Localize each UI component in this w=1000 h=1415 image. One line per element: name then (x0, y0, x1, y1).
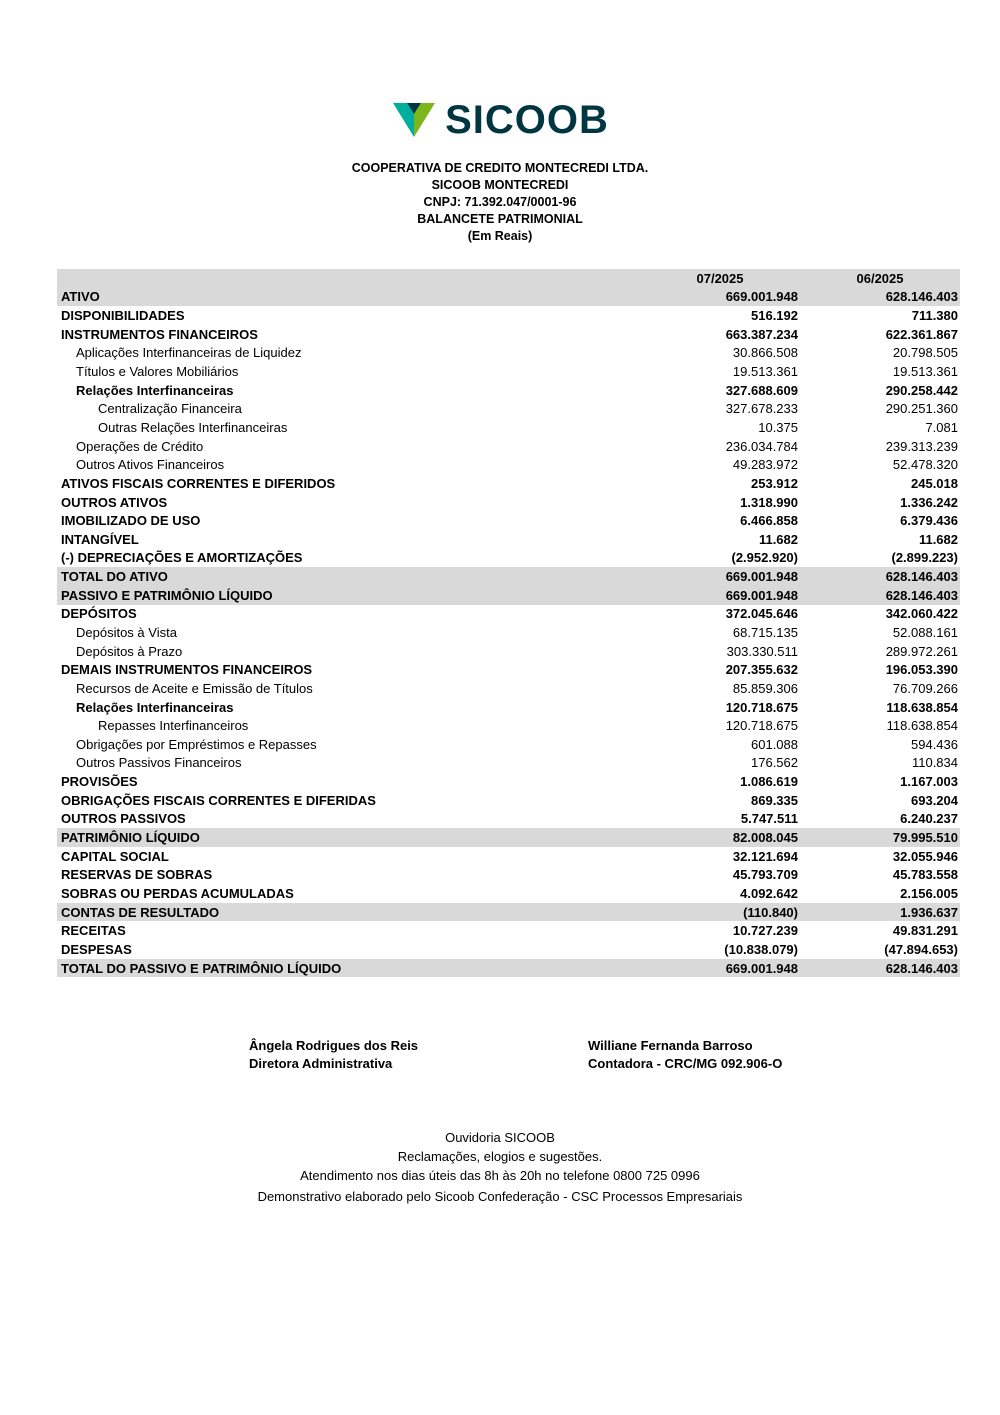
table-row (57, 437, 960, 456)
row-value-07-2025: 669.001.948 (725, 587, 798, 603)
table-row (57, 735, 960, 754)
row-value-06-2025: 11.682 (918, 531, 958, 547)
table-row (57, 791, 960, 810)
signature-left-name: Ângela Rodrigues dos Reis (249, 1038, 419, 1053)
row-value-06-2025: 1.936.637 (900, 904, 958, 920)
row-value-07-2025: 327.678.233 (725, 401, 798, 417)
row-label: Outros Ativos Financeiros (76, 457, 225, 473)
table-row (57, 847, 960, 866)
row-value-07-2025: 49.283.972 (732, 457, 798, 473)
table-row (57, 754, 960, 773)
report-title: BALANCETE PATRIMONIAL (417, 212, 583, 226)
row-value-07-2025: 669.001.948 (725, 289, 798, 305)
row-label: CAPITAL SOCIAL (61, 848, 169, 864)
sicoob-logo-text: SICOOB (445, 98, 609, 142)
row-label: PROVISÕES (61, 774, 138, 790)
row-label: RESERVAS DE SOBRAS (61, 867, 213, 883)
table-row (57, 474, 960, 493)
column-header-06-2025: 06/2025 (856, 270, 904, 286)
row-value-07-2025: 327.688.609 (725, 382, 798, 398)
row-label: DEPÓSITOS (61, 606, 137, 622)
row-label: ATIVO (61, 289, 100, 305)
table-row (57, 698, 960, 717)
row-label: Outras Relações Interfinanceiras (98, 419, 288, 435)
row-label: Operações de Crédito (76, 438, 204, 454)
row-label: Recursos de Aceite e Emissão de Títulos (76, 680, 313, 696)
row-value-06-2025: 76.709.266 (892, 680, 958, 696)
row-value-06-2025: 290.251.360 (885, 401, 958, 417)
row-value-07-2025: (110.840) (743, 904, 798, 920)
row-value-07-2025: 516.192 (751, 308, 798, 324)
row-value-07-2025: 10.375 (758, 419, 798, 435)
row-value-06-2025: 32.055.946 (892, 848, 958, 864)
table-row (57, 623, 960, 642)
table-row (57, 884, 960, 903)
row-value-06-2025: 628.146.403 (885, 289, 958, 305)
row-value-06-2025: 693.204 (911, 792, 958, 808)
balance-table (57, 269, 960, 977)
row-value-06-2025: 20.798.505 (892, 345, 958, 361)
table-row (57, 605, 960, 624)
row-value-07-2025: (10.838.079) (724, 941, 798, 957)
signature-left (249, 1037, 418, 1073)
table-row (57, 642, 960, 661)
row-value-07-2025: 1.086.619 (740, 774, 798, 790)
company-name: COOPERATIVA DE CREDITO MONTECREDI LTDA. (351, 161, 649, 175)
row-value-07-2025: 303.330.511 (726, 643, 798, 659)
row-label: Relações Interfinanceiras (76, 382, 234, 398)
row-value-06-2025: 628.146.403 (885, 587, 958, 603)
footer-line-atendimento: Atendimento nos dias úteis das 8h às 20h no telefone 0800 725 0996 (300, 1168, 700, 1183)
signature-right-name: Williane Fernanda Barroso (588, 1038, 753, 1053)
table-row (57, 549, 960, 568)
row-label: DISPONIBILIDADES (61, 308, 185, 324)
table-row (57, 306, 960, 325)
table-row (57, 921, 960, 940)
table-row (57, 866, 960, 885)
row-value-07-2025: 30.866.508 (732, 345, 798, 361)
table-row (57, 940, 960, 959)
row-value-06-2025: 45.783.558 (892, 867, 958, 883)
row-value-07-2025: 19.513.361 (732, 364, 798, 380)
row-value-07-2025: 176.562 (751, 755, 798, 771)
row-value-07-2025: 82.008.045 (732, 830, 798, 846)
row-value-07-2025: 120.718.675 (725, 718, 798, 734)
row-label: OUTROS PASSIVOS (61, 811, 186, 827)
row-label: TOTAL DO ATIVO (61, 569, 168, 585)
row-label: PATRIMÔNIO LÍQUIDO (61, 830, 200, 846)
row-value-06-2025: (2.899.223) (891, 550, 958, 566)
table-row (57, 586, 960, 605)
table-row (57, 381, 960, 400)
row-value-07-2025: 1.318.990 (740, 494, 798, 510)
table-row (57, 399, 960, 418)
row-value-06-2025: 711.380 (911, 308, 958, 324)
row-value-07-2025: (2.952.920) (731, 550, 798, 566)
row-value-07-2025: 372.045.646 (725, 606, 798, 622)
row-value-07-2025: 5.747.511 (740, 811, 798, 827)
row-value-06-2025: 52.478.320 (892, 457, 958, 473)
row-value-06-2025: 118.638.854 (886, 699, 958, 715)
row-value-06-2025: 49.831.291 (892, 923, 958, 939)
row-value-07-2025: 11.682 (758, 531, 798, 547)
row-label: TOTAL DO PASSIVO E PATRIMÔNIO LÍQUIDO (61, 960, 342, 976)
table-row (57, 772, 960, 791)
table-row (57, 810, 960, 829)
table-row (57, 903, 960, 922)
row-label: PASSIVO E PATRIMÔNIO LÍQUIDO (61, 587, 273, 603)
row-label: Outros Passivos Financeiros (76, 755, 242, 771)
row-label: Repasses Interfinanceiros (98, 718, 249, 734)
row-value-06-2025: 6.379.436 (900, 513, 958, 529)
row-label: Depósitos à Prazo (76, 643, 183, 659)
row-value-06-2025: 110.834 (911, 755, 958, 771)
table-row (57, 455, 960, 474)
row-label: Centralização Financeira (98, 401, 242, 417)
row-value-07-2025: 236.034.784 (725, 438, 798, 454)
table-row (57, 511, 960, 530)
row-value-07-2025: 669.001.948 (725, 569, 798, 585)
signature-right-title: Contadora - CRC/MG 092.906-O (588, 1056, 783, 1071)
row-value-07-2025: 45.793.709 (732, 867, 798, 883)
currency-note: (Em Reais) (467, 229, 533, 243)
row-value-07-2025: 10.727.239 (732, 923, 798, 939)
row-value-06-2025: 290.258.442 (885, 382, 958, 398)
row-value-06-2025: 622.361.867 (885, 326, 958, 342)
row-value-06-2025: 1.167.003 (900, 774, 958, 790)
row-label: INTANGÍVEL (61, 531, 139, 547)
table-row (57, 362, 960, 381)
table-row (57, 493, 960, 512)
row-value-06-2025: 594.436 (911, 736, 958, 752)
signature-right (588, 1037, 782, 1073)
row-value-06-2025: 7.081 (925, 419, 958, 435)
row-label: ATIVOS FISCAIS CORRENTES E DIFERIDOS (61, 475, 336, 491)
row-label: OUTROS ATIVOS (61, 494, 168, 510)
row-value-07-2025: 601.088 (751, 736, 798, 752)
row-label: IMOBILIZADO DE USO (61, 513, 201, 529)
row-value-07-2025: 32.121.694 (732, 848, 798, 864)
row-label: (-) DEPRECIAÇÕES E AMORTIZAÇÕES (61, 550, 303, 566)
row-value-06-2025: 118.638.854 (886, 718, 958, 734)
row-label: Relações Interfinanceiras (76, 699, 234, 715)
row-label: OBRIGAÇÕES FISCAIS CORRENTES E DIFERIDAS (61, 792, 376, 808)
table-row (57, 679, 960, 698)
row-value-07-2025: 253.912 (751, 475, 798, 491)
table-row (57, 660, 960, 679)
table-row (57, 959, 960, 978)
row-label: DESPESAS (61, 941, 132, 957)
row-value-06-2025: 1.336.242 (900, 494, 958, 510)
cnpj-line: CNPJ: 71.392.047/0001-96 (423, 195, 577, 209)
row-value-07-2025: 85.859.306 (732, 680, 798, 696)
row-label: SOBRAS OU PERDAS ACUMULADAS (61, 885, 294, 901)
footer-line-demonstrativo: Demonstrativo elaborado pelo Sicoob Confederação - CSC Processos Empresariais (257, 1189, 743, 1204)
row-value-06-2025: 52.088.161 (892, 624, 958, 640)
footer-line-reclamacoes: Reclamações, elogios e sugestões. (397, 1149, 603, 1164)
column-header-07-2025: 07/2025 (696, 270, 744, 286)
cooperative-name: SICOOB MONTECREDI (431, 178, 569, 192)
document-header (0, 160, 1000, 245)
row-label: RECEITAS (61, 923, 126, 939)
table-row (57, 716, 960, 735)
table-row (57, 567, 960, 586)
signature-left-title: Diretora Administrativa (249, 1056, 393, 1071)
row-label: DEMAIS INSTRUMENTOS FINANCEIROS (61, 662, 313, 678)
table-row (57, 828, 960, 847)
row-value-06-2025: 6.240.237 (900, 811, 958, 827)
row-label: Aplicações Interfinanceiras de Liquidez (76, 345, 302, 361)
row-value-06-2025: 342.060.422 (885, 606, 958, 622)
row-value-07-2025: 207.355.632 (725, 662, 798, 678)
sicoob-logo-icon (391, 101, 437, 139)
row-value-07-2025: 4.092.642 (740, 885, 798, 901)
row-value-06-2025: 196.053.390 (885, 662, 958, 678)
row-label: Obrigações por Empréstimos e Repasses (76, 736, 317, 752)
row-value-06-2025: 19.513.361 (892, 364, 958, 380)
row-label: CONTAS DE RESULTADO (61, 904, 220, 920)
footer-line-ouvidoria: Ouvidoria SICOOB (445, 1130, 555, 1145)
row-value-06-2025: 245.018 (911, 475, 958, 491)
table-row (57, 288, 960, 307)
row-label: INSTRUMENTOS FINANCEIROS (61, 326, 258, 342)
row-value-06-2025: (47.894.653) (884, 941, 958, 957)
row-value-06-2025: 2.156.005 (900, 885, 958, 901)
row-value-07-2025: 663.387.234 (725, 326, 798, 342)
sicoob-logo (0, 100, 1000, 140)
row-value-06-2025: 628.146.403 (885, 569, 958, 585)
row-value-06-2025: 239.313.239 (885, 438, 958, 454)
table-header-row (57, 269, 960, 288)
row-value-06-2025: 79.995.510 (892, 830, 958, 846)
row-value-06-2025: 289.972.261 (885, 643, 958, 659)
table-row (57, 344, 960, 363)
row-value-07-2025: 120.718.675 (725, 699, 798, 715)
table-row (57, 325, 960, 344)
table-row (57, 418, 960, 437)
row-label: Depósitos à Vista (76, 624, 177, 640)
footer-block (0, 1128, 1000, 1206)
row-label: Títulos e Valores Mobiliários (76, 364, 239, 380)
row-value-06-2025: 628.146.403 (885, 960, 958, 976)
table-row (57, 530, 960, 549)
row-value-07-2025: 6.466.858 (740, 513, 798, 529)
balance-table-body (57, 288, 960, 978)
row-value-07-2025: 869.335 (751, 792, 798, 808)
row-value-07-2025: 68.715.135 (732, 624, 798, 640)
row-value-07-2025: 669.001.948 (725, 960, 798, 976)
